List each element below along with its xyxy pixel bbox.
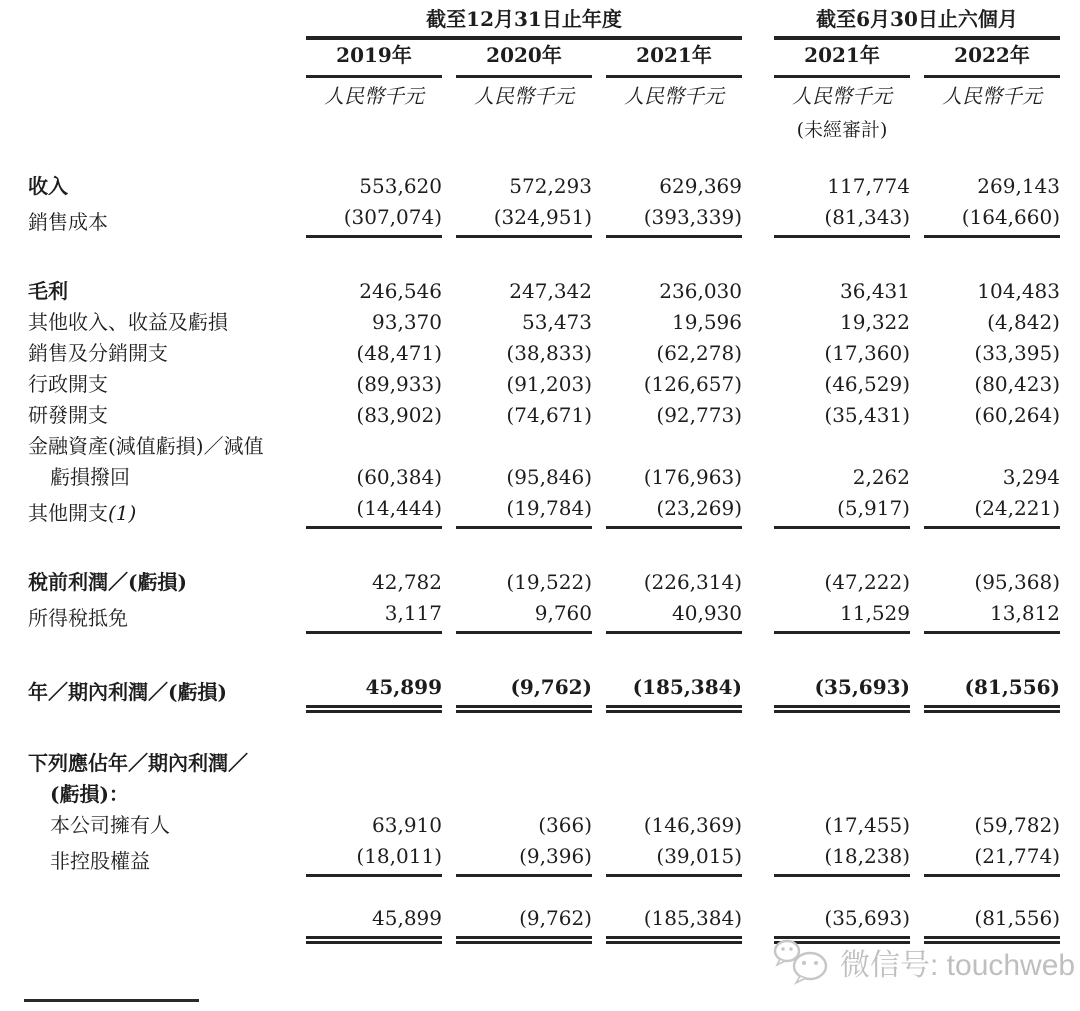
table-row bbox=[0, 748, 1060, 779]
cell-value: (60,264) bbox=[974, 403, 1060, 427]
table-row bbox=[0, 672, 1060, 708]
cell-value: (307,074) bbox=[306, 202, 442, 238]
cell-value: 247,342 bbox=[509, 279, 592, 303]
cell-value: 9,760 bbox=[456, 598, 592, 634]
cell-value: 246,546 bbox=[359, 279, 442, 303]
cell-value: 572,293 bbox=[509, 174, 592, 198]
year-header-row bbox=[0, 40, 1060, 78]
cell-value: (164,660) bbox=[924, 202, 1060, 238]
cell-value: 11,529 bbox=[774, 598, 910, 634]
year-col-2021: 2021年 bbox=[606, 40, 742, 78]
unit-label: 人民幣千元 bbox=[792, 84, 892, 108]
cell-value: (185,384) bbox=[606, 903, 742, 939]
cell-value: (48,471) bbox=[356, 341, 442, 365]
row-label: 研發開支 bbox=[28, 403, 108, 427]
cell-value: (19,784) bbox=[456, 493, 592, 529]
cell-value: (23,269) bbox=[606, 493, 742, 529]
row-label: (虧損)： bbox=[50, 782, 129, 806]
note-header-row bbox=[0, 115, 1060, 145]
table-row bbox=[0, 810, 1060, 841]
cell-value: 42,782 bbox=[372, 570, 442, 594]
cell-value: 269,143 bbox=[977, 174, 1060, 198]
year-col-2019: 2019年 bbox=[306, 40, 442, 78]
row-label: 稅前利潤／(虧損) bbox=[28, 570, 187, 594]
cell-value: (35,693) bbox=[774, 672, 910, 708]
col-group-interim-title: 截至6月30日止六個月 bbox=[774, 6, 1060, 40]
cell-value: 117,774 bbox=[827, 174, 910, 198]
cell-value: (62,278) bbox=[656, 341, 742, 365]
table-row bbox=[0, 567, 1060, 598]
cell-value: 93,370 bbox=[372, 310, 442, 334]
cell-value: (74,671) bbox=[506, 403, 592, 427]
cell-value: (38,833) bbox=[506, 341, 592, 365]
wechat-watermark bbox=[772, 936, 1075, 988]
cell-value: (17,455) bbox=[824, 813, 910, 837]
row-label: 年／期內利潤／(虧損) bbox=[28, 680, 227, 704]
footnote-divider bbox=[24, 999, 199, 1002]
spacer-row bbox=[0, 708, 1060, 748]
table-row bbox=[0, 338, 1060, 369]
cell-value: (18,238) bbox=[774, 841, 910, 877]
cell-value: (146,369) bbox=[643, 813, 742, 837]
cell-value: (18,011) bbox=[306, 841, 442, 877]
wechat-icon bbox=[772, 936, 834, 988]
row-label: 非控股權益 bbox=[50, 849, 150, 873]
spacer-row bbox=[0, 634, 1060, 672]
cell-value: (176,963) bbox=[643, 465, 742, 489]
spacer-row bbox=[0, 529, 1060, 567]
cell-value: 553,620 bbox=[359, 174, 442, 198]
row-label: 行政開支 bbox=[28, 372, 108, 396]
cell-value: (59,782) bbox=[974, 813, 1060, 837]
cell-value: (24,221) bbox=[924, 493, 1060, 529]
table-row bbox=[0, 431, 1060, 462]
cell-value: (5,917) bbox=[774, 493, 910, 529]
cell-value: 53,473 bbox=[522, 310, 592, 334]
table-row bbox=[0, 462, 1060, 493]
table-row bbox=[0, 307, 1060, 338]
row-label: 下列應佔年／期內利潤／ bbox=[28, 751, 248, 775]
cell-value: (95,368) bbox=[974, 570, 1060, 594]
row-label: 虧損撥回 bbox=[50, 465, 130, 489]
spacer-row bbox=[0, 238, 1060, 276]
table-row bbox=[0, 400, 1060, 431]
row-label: 毛利 bbox=[28, 279, 68, 303]
unaudited-note: (未經審計) bbox=[796, 119, 888, 141]
cell-value: (81,556) bbox=[924, 672, 1060, 708]
cell-value: (324,951) bbox=[456, 202, 592, 238]
cell-value: (46,529) bbox=[824, 372, 910, 396]
cell-value: (35,431) bbox=[824, 403, 910, 427]
row-label: 所得稅抵免 bbox=[28, 606, 128, 630]
cell-value: (393,339) bbox=[606, 202, 742, 238]
income-statement-table bbox=[0, 6, 1060, 939]
cell-value: (19,522) bbox=[506, 570, 592, 594]
table-row bbox=[0, 276, 1060, 307]
cell-value: 236,030 bbox=[659, 279, 742, 303]
cell-value: (33,395) bbox=[974, 341, 1060, 365]
row-label: 收入 bbox=[28, 174, 68, 198]
cell-value: 13,812 bbox=[924, 598, 1060, 634]
cell-value: (226,314) bbox=[643, 570, 742, 594]
cell-value: (95,846) bbox=[506, 465, 592, 489]
row-label: 金融資產(減值虧損)／減值 bbox=[28, 434, 264, 458]
spacer-row bbox=[0, 877, 1060, 903]
cell-value: 36,431 bbox=[840, 279, 910, 303]
year-col-2021-interim: 2021年 bbox=[774, 40, 910, 78]
table-row bbox=[0, 202, 1060, 238]
cell-value: (185,384) bbox=[606, 672, 742, 708]
table-row bbox=[0, 171, 1060, 202]
table-row bbox=[0, 841, 1060, 877]
cell-value: (4,842) bbox=[987, 310, 1060, 334]
cell-value: (9,396) bbox=[456, 841, 592, 877]
row-label: 銷售成本 bbox=[28, 210, 108, 234]
unit-label: 人民幣千元 bbox=[624, 84, 724, 108]
cell-value: (14,444) bbox=[306, 493, 442, 529]
table-row bbox=[0, 598, 1060, 634]
financial-statement-page bbox=[0, 6, 1080, 1011]
column-group-header-row bbox=[0, 6, 1060, 40]
table-row bbox=[0, 903, 1060, 939]
spacer-row bbox=[0, 145, 1060, 171]
cell-value: 629,369 bbox=[659, 174, 742, 198]
cell-value: (9,762) bbox=[456, 672, 592, 708]
row-label: 其他開支(1) bbox=[28, 501, 137, 525]
cell-value: (39,015) bbox=[606, 841, 742, 877]
cell-value: (60,384) bbox=[356, 465, 442, 489]
table-row bbox=[0, 779, 1060, 810]
cell-value: 19,322 bbox=[840, 310, 910, 334]
cell-value: (9,762) bbox=[456, 903, 592, 939]
cell-value: 2,262 bbox=[852, 465, 910, 489]
cell-value: (17,360) bbox=[824, 341, 910, 365]
cell-value: (81,556) bbox=[924, 903, 1060, 939]
wechat-watermark-text: 微信号: touchweb bbox=[840, 949, 1076, 982]
cell-value: 45,899 bbox=[306, 903, 442, 939]
table-row bbox=[0, 493, 1060, 529]
row-label-note: (1) bbox=[108, 501, 137, 525]
cell-value: 63,910 bbox=[372, 813, 442, 837]
cell-value: 45,899 bbox=[306, 672, 442, 708]
cell-value: (366) bbox=[538, 813, 592, 837]
cell-value: (35,693) bbox=[774, 903, 910, 939]
cell-value: (83,902) bbox=[356, 403, 442, 427]
cell-value: (47,222) bbox=[824, 570, 910, 594]
row-label: 本公司擁有人 bbox=[50, 813, 170, 837]
cell-value: (91,203) bbox=[506, 372, 592, 396]
col-group-annual-title: 截至12月31日止年度 bbox=[306, 6, 742, 40]
cell-value: (126,657) bbox=[643, 372, 742, 396]
unit-label: 人民幣千元 bbox=[474, 84, 574, 108]
unit-header-row bbox=[0, 78, 1060, 115]
year-col-2020: 2020年 bbox=[456, 40, 592, 78]
row-label: 銷售及分銷開支 bbox=[28, 341, 168, 365]
row-label: 其他收入、收益及虧損 bbox=[28, 310, 228, 334]
cell-value: (21,774) bbox=[924, 841, 1060, 877]
cell-value: 40,930 bbox=[606, 598, 742, 634]
table-row bbox=[0, 369, 1060, 400]
row-label bbox=[0, 903, 292, 939]
cell-value: (92,773) bbox=[656, 403, 742, 427]
year-col-2022: 2022年 bbox=[924, 40, 1060, 78]
unit-label: 人民幣千元 bbox=[942, 84, 1042, 108]
cell-value: (89,933) bbox=[356, 372, 442, 396]
cell-value: 3,117 bbox=[306, 598, 442, 634]
cell-value: 104,483 bbox=[977, 279, 1060, 303]
cell-value: (81,343) bbox=[774, 202, 910, 238]
unit-label: 人民幣千元 bbox=[324, 84, 424, 108]
cell-value: 19,596 bbox=[672, 310, 742, 334]
cell-value: 3,294 bbox=[1002, 465, 1060, 489]
cell-value: (80,423) bbox=[974, 372, 1060, 396]
